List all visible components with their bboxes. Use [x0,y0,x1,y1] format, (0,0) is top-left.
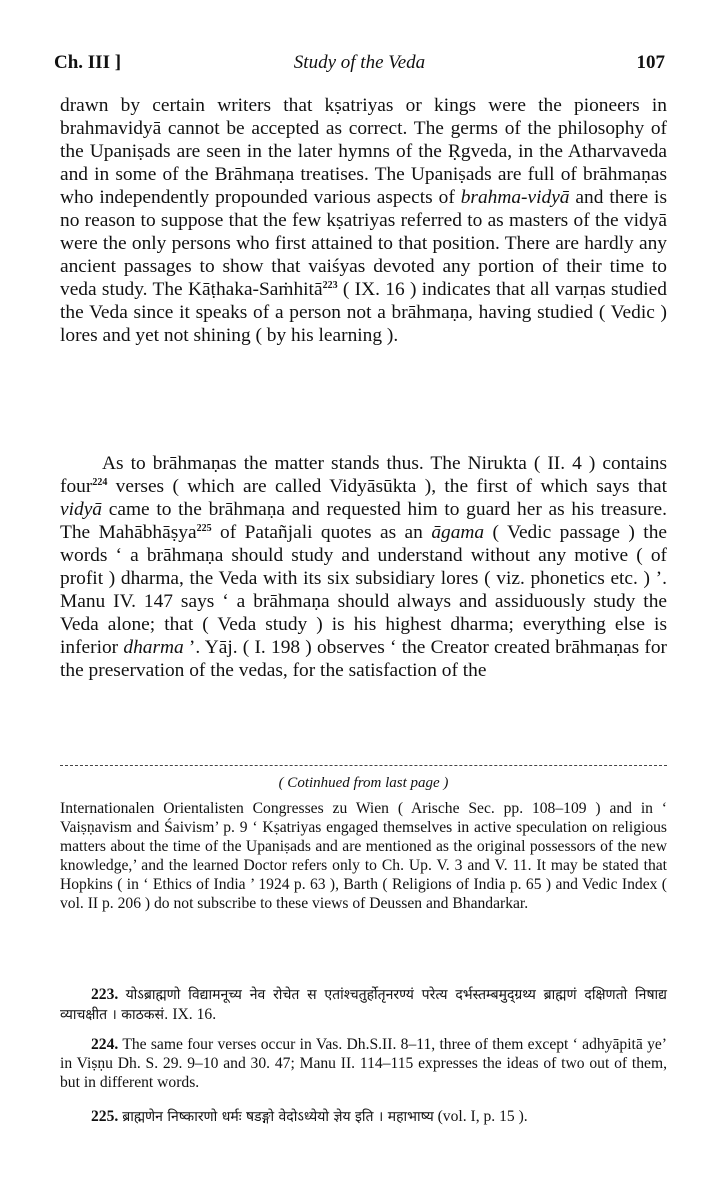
footnote-ref-223: 223 [322,280,338,291]
paragraph-text: came to the brāhmaṇa and requested him to guard her as his treasure. The Mahābhāṣya [60,499,667,543]
sanskrit-quote: ब्राह्मणेन निष्कारणो धर्मः षडङ्गो वेदोऽध्येयो ज्ञेय इति । महाभाष्य [122,1109,434,1125]
italic-term: āgama [431,522,485,543]
footnote-ref-225: 225 [196,523,212,534]
italic-term: brahma-vidyā [460,187,570,208]
footnote-ref-224: 224 [92,477,108,488]
footnote-225 [60,1107,667,1127]
footnote-text: The same four verses occur in Vas. Dh.S.II. 8–11, three of them except ‘ adhyāpitā ye’ in Viṣṇu Dh. S. 29. 9–10 and 30. 47; Manu II. 114–115 expresses the ideas of two out of them, but in different words. [60,1036,667,1091]
sanskrit-quote: योऽब्राह्मणो विद्यामनूच्य नेव रोचेत स एतांश्चतुर्होतृनरण्यं परेत्य दर्भस्तम्बमुद्ग्रथ्य ब्राह्मणं दक्षिणतो निषाद्य व्याचक्षीत । काठकसं. [60,987,667,1023]
paragraph-text: and there is no reason to suppose that the few kṣatriyas referred to as masters of the vidyā were the only persons who first attained to that position. There are hardly any ancient passages to show that vaiśyas devoted any portion of their time to veda study. The Kāṭhaka-Saṁhitā [60,187,667,300]
footnote-number: 223. [91,986,119,1003]
footnote-number: 225. [91,1108,119,1125]
paragraph-text: of Patañjali quotes as an [211,522,432,543]
page-title: Study of the Veda [293,52,426,73]
footnote-number: 224. [91,1036,119,1053]
chapter-label: Ch. III ] [54,52,122,73]
paragraph-text: drawn by certain writers that kṣatriyas or kings were the pioneers in brahmavidyā cannot be accepted as correct. The germs of the philosophy of the Upaniṣads are seen in the later hymns of the Ṛgveda, in the Atharvaveda and in some of the Brāhmaṇa treatises. The Upaniṣads are full of brāhmaṇas who independently propounded various aspects of [60,95,667,208]
page-number: 107 [636,52,665,73]
italic-term: vidyā [60,499,102,520]
continued-label: ( Cotinhued from last page ) [278,775,449,791]
paragraph-brahmanas [60,452,667,682]
paragraph-text: ( Vedic passage ) the words ‘ a brāhmaṇa should study and understand without any motive ( of profit ) dharma, the Veda with its six subsidiary lores ( viz. phonetics etc. ) ’. Manu IV. 147 says ‘ a brāhmaṇa should always and assiduously study the Veda alone; that ( Veda study ) is his highest dharma; everything else is inferior [60,522,668,658]
paragraph-text: As to brāhmaṇas the matter stands thus. The Nirukta ( II. 4 ) contains four [60,453,667,497]
paragraph-kshatriyas [60,94,667,347]
footnote-reference: IX. 16. [168,1006,217,1023]
footnote-224 [60,1035,667,1092]
footnote-continued: Internationalen Orientalisten Congresses zu Wien ( Arische Sec. pp. 108–109 ) and in ‘ Vaiṣṇavism and Śaivism’ p. 9 ‘ Kṣatriyas engaged themselves in active speculation on religious matters about the time of the Upaniṣads and are mentioned as the original possessors of the new knowledge,’ and the learned Doctor refers only to Ch. Up. V. 3 and V. 11. It may be stated that Hopkins ( in ‘ Ethics of India ’ 1924 p. 63 ), Barth ( Religions of India p. 65 ) and Vedic Index ( vol. II p. 206 ) do not subscribe to these views of Deussen and Bhandarkar. [60,800,667,912]
italic-term: dharma [123,637,184,658]
running-header [54,52,665,82]
paragraph-text: ( IX. 16 ) indicates that all varṇas studied the Veda since it speaks of a person not a brāhmaṇa, having studied ( Vedic ) lores and yet not shining ( by his learning ). [60,279,667,346]
paragraph-text: verses ( which are called Vidyāsūkta ), the first of which says that [107,476,667,497]
paragraph-text: ’. Yāj. ( I. 198 ) observes ‘ the Creator created brāhmaṇas for the preservation of the vedas, for the satisfaction of the [60,637,667,681]
footnote-divider [60,765,667,766]
footnote-223 [60,985,667,1025]
footnote-reference: (vol. I, p. 15 ). [433,1108,528,1125]
